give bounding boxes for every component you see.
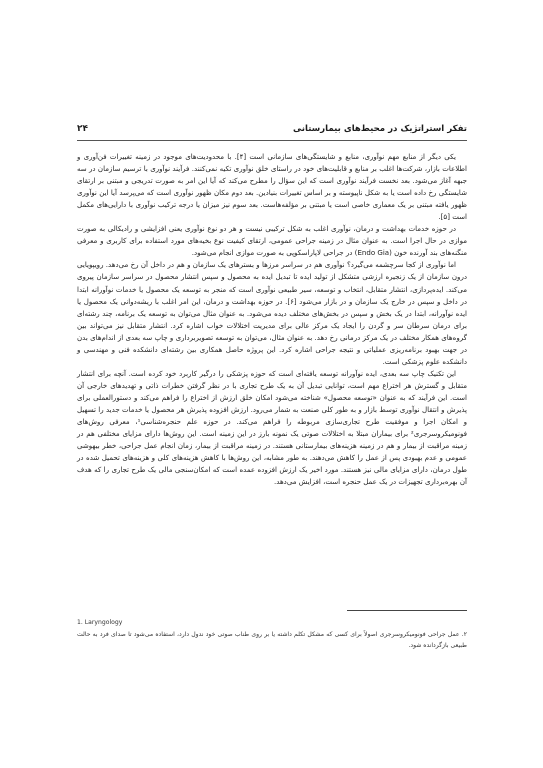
page-number: ۲۴ [77,124,88,134]
footnote-2: ۲. عمل جراحی فونومیکروسرجری اصولاً برای کسی که مشکل تکلم داشته یا بر روی طناب صوتی خود ندول دارد، استفاده می‌شود تا صدای فرد به حالت طبیعی بازگردانده شود. [77,630,467,650]
paragraph-3: اما نوآوری از کجا سرچشمه می‌گیرد؟ نوآوری هم در سراسر مرزها و بسترهای یک سازمان و هم در داخل آن رخ می‌دهد. رویپویایی درون سازمان از یک زنجیره ارزشی متشکل از تولید ایده تا تبدیل ایده به محصول و سپس انتشار محصول در سراسر سازمان پیروی می‌کند. ایده‌پردازی، انتشار متقابل، انتخاب و توسعه، سیر طبیعی نوآوری است که منجر به توسعه یک محصول یا خدمات نوآورانه ابتدا در داخل و سپس در خارج یک سازمان و در بازار می‌شود [۶]. در حوزه بهداشت و درمان، این امر اغلب با ریشه‌دوانی یک محصول یا ایده نوآورانه، ابتدا در یک بخش و سپس در بخش‌های مختلف دیده می‌شود. به عنوان مثال می‌توان به توسعه یک برنامه، چند رشته‌ای برای درمان سرطان سر و گردن را ایجاد یک مرکز عالی برای مدیریت اختلالات خواب اشاره کرد. انتشار متقابل نیز می‌تواند بین گروه‌های همکار مختلف در یک مرکز درمانی رخ دهد. به عنوان مثال، می‌توان به توسعه تصویربرداری و چاپ سه بعدی از اندام‌های بدن در جهت بهبود برنامه‌ریزی عملیاتی و نتیجه جراحی اشاره کرد. این پروژه حاصل همکاری بین رشته‌ای دانشکده فنی و مهندسی و دانشکده علوم پزشکی است. [77,260,467,366]
paragraph-2: در حوزه خدمات بهداشت و درمان، نوآوری اغلب به شکل ترکیبی نیست و هر دو نوع نوآوری یعنی افزایشی و رادیکالی به صورت موازی در حال اجرا است. به عنوان مثال در زمینه جراحی عمومی، ارتقای کیفیت نوع بخیه‌های مورد استفاده برای کاربری و معرفی منگنه‌های بند آورنده خون (Endo Gia) در جراحی لاپاراسکوپی به صورت موازی انجام می‌شود. [77,224,467,258]
paragraph-4: این تکنیک چاپ سه بعدی، ایده نوآورانه توسعه یافته‌ای است که حوزه پزشکی را درگیر کاربرد خود کرده است. آنچه برای انتشار متقابل و گسترش هر اختراع مهم است، توانایی تبدیل آن به یک طرح تجاری با در نظر گرفتن خطرات ذاتی و تهدیدهای خارجی آن است. این فرآیند که به عنوان «توسعه محصول» شناخته می‌شود امکان خلق ارزش از اختراع را فراهم می‌کند و دستورالعملی برای پذیرش و انتقال نوآوری توسط بازار و به طور کلی صنعت به شمار می‌رود. ارزش افزوده پذیرش هر محصول یا خدمات جدید را تسهیل و امکان اجرا و موفقیت طرح تجاری‌سازی مربوطه را فراهم می‌کند. در حوزه علم حنجره‌شناسی¹، معرفی روش‌های فونومیکروسرجری² برای بیماران مبتلا به اختلالات صوتی یک نمونه بارز در این زمینه است. این روش‌ها دارای مزایای مختلفی هم در زمینه مراقبت از بیمار و هم در زمینه هزینه‌های بیمارستانی هستند. در زمینه مراقبت از بیمار، زمان انجام عمل جراحی، خطر بیهوشی عمومی و عدم بهبودی پس از عمل را کاهش می‌دهند. به طور مشابه، این روش‌ها با کاهش هزینه‌های کلی و هزینه‌های تحمیل شده در طول درمان، دارای مزایای مالی نیز هستند. مورد اخیر یک ارزش افزوده عمده است که امکان‌سنجی مالی یک طرح تجاری را که هدف آن بهره‌برداری تجهیزات در یک عمل حنجره است، افزایش می‌دهد. [77,368,467,487]
page-header [77,122,467,136]
paragraph-1: یکی دیگر از منابع مهم نوآوری، منابع و شایستگی‌های سازمانی است [۴]. با محدودیت‌های موجود در زمینه تغییرات فن‌آوری و اطلاعات بازار، شرکت‌ها اغلب بر منابع و قابلیت‌های خود در راستای خلق نوآوری تکیه نمی‌کنند. فرآیند نوآوری با ترسیم سازمان در سه جبهه آغاز می‌شود. بعد نخست فرآیند نوآوری است که این سؤال را مطرح می‌کند که آیا این امر به صورت تدریجی و مبتنی بر ارتقای شایستگی رخ داده است یا به شکل ناپیوسته و بر اساس تغییرات بنیادین. بعد دوم مکان ظهور نوآوری است که می‌پرسد آیا این نوآوری ظهور یافته مبتنی بر یک معماری خاصی است یا مبتنی بر مؤلفه‌هاست. بعد سوم نیز میزان یا درجه ترکیب نوآوری با دارایی‌های مکمل است [۵]. [77,152,467,222]
footnote-divider [347,610,467,611]
header-divider [77,140,467,141]
footnote-1: 1. Laryngology [77,619,123,626]
running-title: تفکر استراتژیک در محیط‌های بیمارستانی [293,124,467,134]
footnotes [77,617,467,652]
main-text [77,151,467,488]
